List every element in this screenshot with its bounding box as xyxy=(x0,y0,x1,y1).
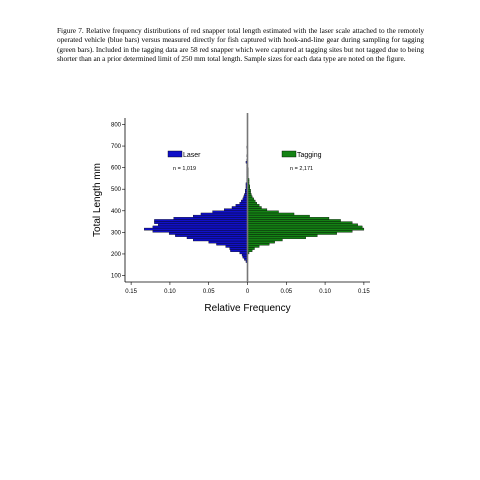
tagging-bar xyxy=(248,226,363,228)
tagging-bar xyxy=(248,243,270,245)
laser-bar xyxy=(226,245,248,247)
tagging-bar xyxy=(248,239,283,241)
x-axis-title: Relative Frequency xyxy=(204,303,291,314)
tagging-bar xyxy=(248,245,260,247)
tagging-bar xyxy=(248,230,353,232)
laser-sample-size: n = 1,019 xyxy=(173,166,197,172)
x-tick-label: 0.05 xyxy=(202,289,215,295)
legend-laser xyxy=(168,151,201,172)
laser-bar xyxy=(230,250,247,252)
tagging-bar xyxy=(248,219,341,221)
laser-bar xyxy=(236,204,248,206)
x-tick-label: 0.15 xyxy=(358,289,370,295)
laser-bar xyxy=(242,254,247,256)
tagging-bar xyxy=(248,241,275,243)
tagging-bar xyxy=(248,217,329,219)
tagging-bar xyxy=(248,213,295,215)
laser-bar xyxy=(187,237,248,239)
laser-bar xyxy=(240,202,248,204)
legend-tagging xyxy=(282,151,322,172)
y-tick-label: 800 xyxy=(110,122,121,129)
bars-group xyxy=(144,146,364,263)
laser-bar xyxy=(154,219,247,221)
tagging-bar xyxy=(248,237,306,239)
laser-bar xyxy=(209,241,248,243)
tagging-bar xyxy=(248,232,337,234)
tagging-sample-size: n = 2,171 xyxy=(290,166,314,172)
tagging-bar xyxy=(248,235,318,237)
tagging-bar xyxy=(248,222,353,224)
y-tick-label: 600 xyxy=(110,165,121,172)
tagging-bar xyxy=(248,200,256,202)
tagging-bar xyxy=(248,224,358,226)
figure-caption: Figure 7. Relative frequency distributions of red snapper total length estimated with the laser scale attached to the remotely operated vehicle (blue bars) versus measured directly for fish captured with hook-and-line gear during sampling for tagging (green bars). Included in the tagging data are 58 red snapper which were captured at tagging sites but not tagged due to being shorter than an a prior determined limit of 250 mm total length. Sample sizes for each data type are noted on the figure. xyxy=(57,26,424,64)
tagging-bar xyxy=(248,209,267,211)
legend-tagging-label: Tagging xyxy=(297,152,322,159)
laser-bar xyxy=(230,247,248,249)
laser-bar xyxy=(153,226,248,228)
laser-bar xyxy=(240,252,248,254)
legend-tagging-swatch xyxy=(282,151,296,157)
laser-bar xyxy=(175,235,247,237)
y-tick-label: 200 xyxy=(110,251,121,258)
y-tick-label: 400 xyxy=(110,208,121,215)
laser-bar xyxy=(213,211,248,213)
laser-bar xyxy=(174,217,248,219)
tagging-bar xyxy=(248,206,262,208)
laser-bar xyxy=(201,213,248,215)
laser-bar xyxy=(232,206,248,208)
y-tick-label: 100 xyxy=(110,273,121,280)
tagging-bar xyxy=(248,228,364,230)
tagging-bar xyxy=(248,204,260,206)
tagging-bar xyxy=(248,202,257,204)
laser-bar xyxy=(193,215,247,217)
laser-bar xyxy=(154,222,247,224)
laser-bar xyxy=(158,224,247,226)
y-tick-label: 500 xyxy=(110,187,121,194)
x-tick-label: 0.10 xyxy=(164,289,176,295)
tagging-bar xyxy=(248,198,254,200)
laser-bar xyxy=(193,239,247,241)
legend-laser-swatch xyxy=(168,151,182,157)
x-tick-label: 0.15 xyxy=(125,289,137,295)
laser-bar xyxy=(153,230,248,232)
y-tick-label: 300 xyxy=(110,230,121,237)
y-axis-title: Total Length mm xyxy=(92,163,103,237)
legend-laser-label: Laser xyxy=(183,152,201,159)
laser-bar xyxy=(241,200,247,202)
laser-bar xyxy=(216,243,247,245)
tagging-bar xyxy=(248,211,279,213)
tagging-bar xyxy=(248,247,255,249)
laser-bar xyxy=(224,209,247,211)
laser-bar xyxy=(144,228,247,230)
x-tick-label: 0.10 xyxy=(319,289,331,295)
x-tick-label: 0 xyxy=(245,289,250,295)
tagging-bar xyxy=(248,215,310,217)
laser-bar xyxy=(169,232,247,234)
x-tick-label: 0.05 xyxy=(280,289,293,295)
y-tick-label: 700 xyxy=(110,144,121,151)
